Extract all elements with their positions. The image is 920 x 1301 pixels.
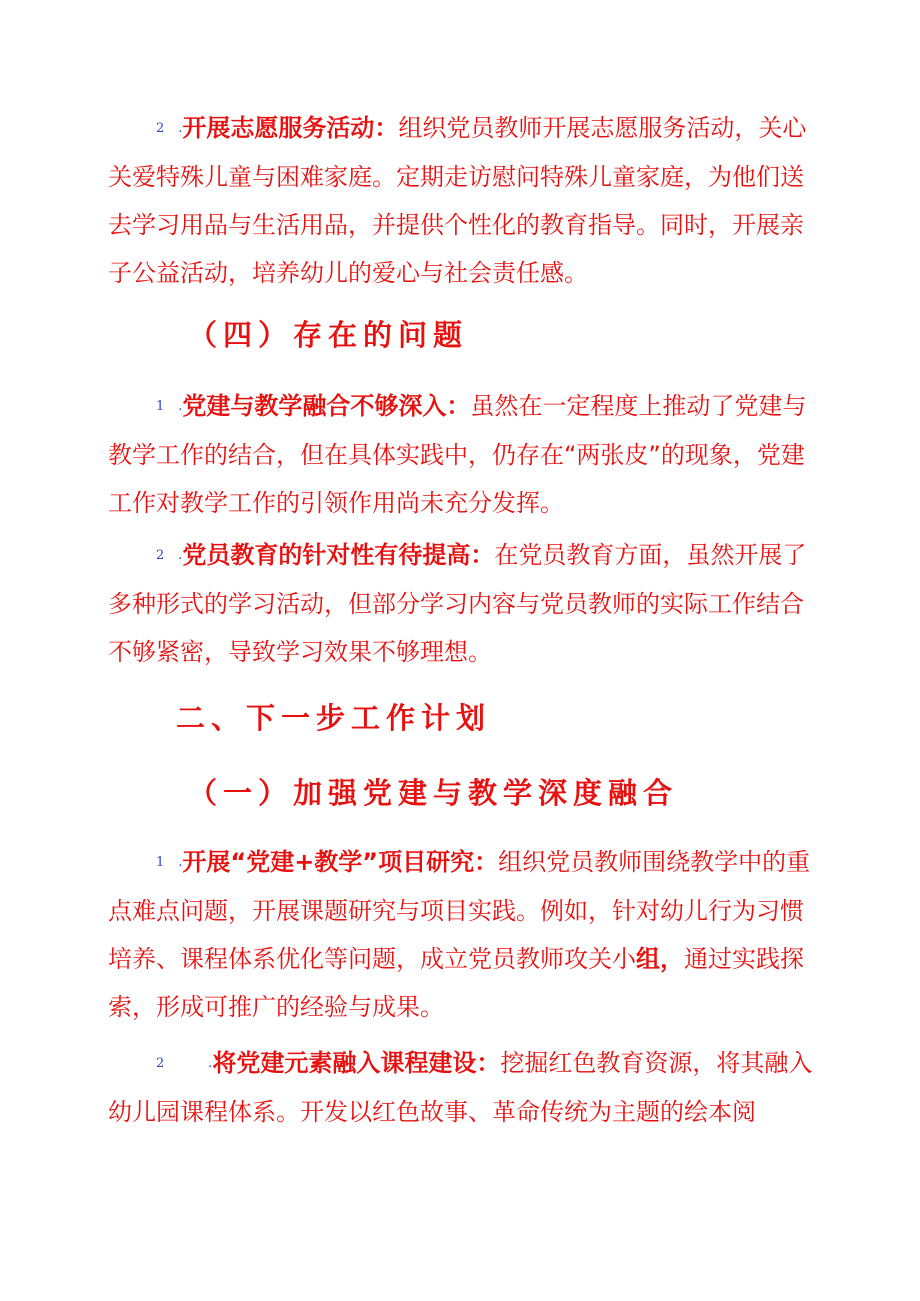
paragraph-education-issue <box>108 531 820 676</box>
list-dot: . <box>178 399 183 414</box>
paragraph-project-research <box>108 838 820 1031</box>
list-dot: . <box>178 855 183 870</box>
paragraph-text-after: 通过实践探索，形成可推广的经验与成果。 <box>108 945 804 1021</box>
list-number: 1 <box>156 399 165 414</box>
list-number: 2 <box>156 121 165 136</box>
paragraph-title: 党员教育的针对性有待提高： <box>182 541 495 569</box>
list-number: 1 <box>156 855 165 870</box>
paragraph-volunteer-service <box>108 104 820 297</box>
list-number: 2 <box>156 548 165 563</box>
list-dot: . <box>178 121 183 136</box>
list-number: 2 <box>156 1056 165 1071</box>
paragraph-text: 挖掘红色教育资源，将其融入幼儿园课程体系。开发以红色故事、革命传统为主题的绘本阅 <box>108 1049 813 1126</box>
paragraph-text: 组织党员教师开展志愿服务活动，关心关爱特殊儿童与困难家庭。定期走访慰问特殊儿童家庭，为他们送去学习用品与生活用品，并提供个性化的教育指导。同时，开展亲子公益活动，培养幼儿的爱心与社会责任感。 <box>108 114 807 287</box>
paragraph-bold-word: 组， <box>636 945 684 973</box>
paragraph-text: 组织党员教师围绕教学中的重点难点问题，开展课题研究与项目实践。例如，针对幼儿行为习惯培养、课程体系优化等问题，成立党员教师攻关小 <box>108 848 811 973</box>
list-dot: . <box>178 548 183 563</box>
paragraph-title: 将党建元素融入课程建设： <box>212 1049 501 1077</box>
section-heading-deep-integration: （一）加强党建与教学深度融合 <box>188 776 679 810</box>
paragraph-integration-issue <box>108 382 820 527</box>
section-heading-next-plan: 二、下一步工作计划 <box>176 701 492 735</box>
paragraph-text: 虽然在一定程度上推动了党建与教学工作的结合，但在具体实践中，仍存在“两张皮”的现象，党建工作对教学工作的引领作用尚未充分发挥。 <box>108 392 807 517</box>
paragraph-title: 开展志愿服务活动： <box>182 114 399 142</box>
paragraph-title: 开展“党建+教学”项目研究： <box>182 848 499 876</box>
paragraph-text: 在党员教育方面，虽然开展了多种形式的学习活动，但部分学习内容与党员教师的实际工作结合不够紧密，导致学习效果不够理想。 <box>108 541 807 666</box>
paragraph-title: 党建与教学融合不够深入： <box>182 392 471 420</box>
list-dot: . <box>208 1056 213 1071</box>
section-heading-problems: （四）存在的问题 <box>188 318 469 352</box>
paragraph-curriculum-building <box>108 1039 820 1136</box>
